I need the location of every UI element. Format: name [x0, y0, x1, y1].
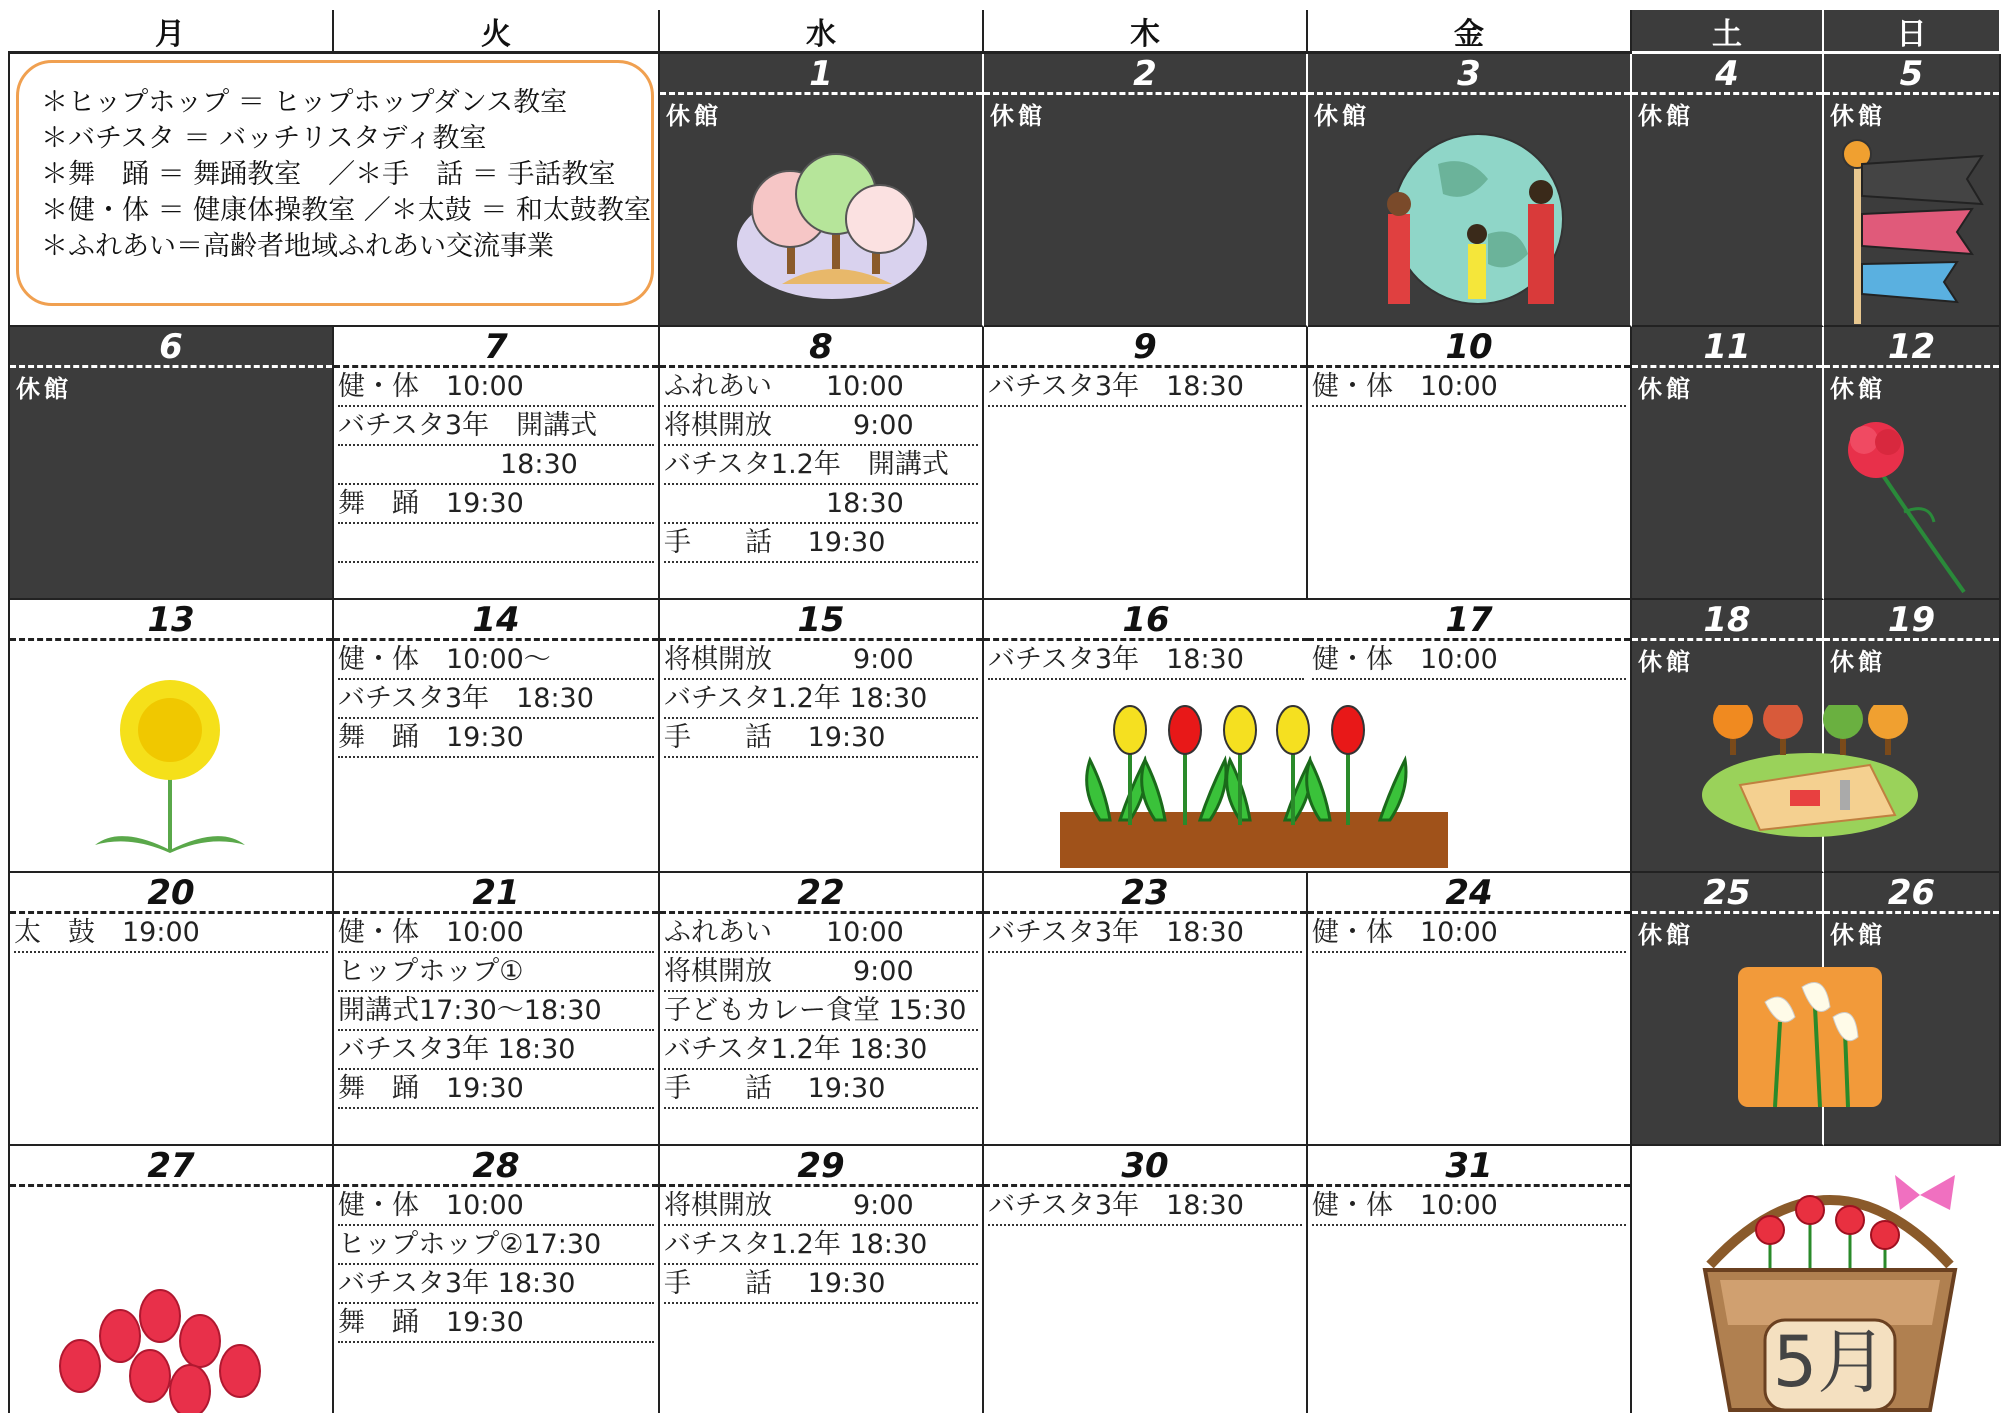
event-entry: 将棋開放 9:00: [664, 407, 978, 446]
day-cell-31: [1308, 1146, 1632, 1413]
day-number: 28: [472, 1146, 520, 1186]
divider: [1308, 92, 1630, 95]
legend-line: ＊バチスタ ＝ バッチリスタディ教室: [41, 123, 487, 154]
day-number: 14: [472, 600, 520, 640]
event-entry: バチスタ3年 18:30: [338, 1031, 654, 1070]
closed-label: 休館: [1314, 102, 1370, 130]
event-entry: バチスタ3年 18:30: [988, 368, 1302, 407]
event-entry: 将棋開放 9:00: [664, 953, 978, 992]
event-entry: 健・体 10:00: [338, 1187, 654, 1226]
legend-line: ＊舞 踊 ＝ 舞踊教室 ／＊手 話 ＝ 手話教室: [41, 159, 616, 190]
day-cell-12: [1824, 327, 2001, 600]
legend-box: [16, 60, 654, 306]
event-entry: バチスタ3年 18:30: [988, 641, 1304, 680]
day-cell-22: [660, 873, 984, 1146]
day-number: 11: [1703, 327, 1751, 367]
closed-label: 休館: [1830, 375, 1886, 403]
day-number: 31: [1445, 1146, 1493, 1186]
day-number: 30: [1121, 1146, 1169, 1186]
day-cell-9: [984, 327, 1308, 600]
legend-line: ＊健・体 ＝ 健康体操教室 ／＊太鼓 ＝ 和太鼓教室: [41, 195, 651, 226]
weekday-sat: 土: [1632, 10, 1824, 54]
day-number: 21: [472, 873, 520, 913]
closed-label: 休館: [990, 102, 1046, 130]
event-entry: バチスタ3年 18:30: [988, 914, 1302, 953]
event-entry: 健・体 10:00～: [338, 641, 654, 680]
event-entry: バチスタ3年 18:30: [988, 1187, 1302, 1226]
day-number: 24: [1445, 873, 1493, 913]
event-entry: ふれあい 10:00: [664, 914, 978, 953]
day-number: 23: [1121, 873, 1169, 913]
event-entry: 子どもカレー食堂 15:30: [664, 992, 978, 1031]
day-cell-13: [8, 600, 334, 873]
day-cell-21: [334, 873, 660, 1146]
closed-label: 休館: [666, 102, 722, 130]
day-cell-4: [1632, 54, 1824, 327]
event-entry: 18:30: [338, 446, 654, 485]
divider: [1824, 638, 1999, 641]
closed-label: 休館: [1638, 102, 1694, 130]
weekday-mon: 月: [8, 10, 334, 54]
day-cell-7: [334, 327, 660, 600]
event-entry: 将棋開放 9:00: [664, 641, 978, 680]
title-strip: [0, 0, 2001, 10]
day-number: 7: [484, 327, 508, 367]
closed-label: 休館: [1638, 375, 1694, 403]
day-cell-30: [984, 1146, 1308, 1413]
day-cell-3: [1308, 54, 1632, 327]
event-entry: 舞 踊 19:30: [338, 1304, 654, 1343]
day-cell-15: [660, 600, 984, 873]
day-cell-27: [8, 1146, 334, 1413]
basket-month-label: 5月: [1772, 1321, 1888, 1403]
closed-label: 休館: [1830, 921, 1886, 949]
day-number: 4: [1715, 54, 1739, 94]
weekday-wed: 水: [660, 10, 984, 54]
picnic-illustration: [1700, 705, 1920, 840]
event-entry: 健・体 10:00: [338, 368, 654, 407]
day-cell-28: [334, 1146, 660, 1413]
dandelion-illustration: [80, 675, 260, 865]
divider: [1824, 911, 1999, 914]
divider: [984, 92, 1306, 95]
divider: [1824, 92, 1999, 95]
closed-label: 休館: [16, 375, 72, 403]
day-cell-11: [1632, 327, 1824, 600]
day-number: 25: [1703, 873, 1751, 913]
trees-illustration: [732, 134, 932, 304]
event-entry: バチスタ1.2年 18:30: [664, 680, 978, 719]
day-number: 1: [809, 54, 833, 94]
divider: [1632, 638, 1822, 641]
day-number: 22: [797, 873, 845, 913]
divider: [10, 638, 332, 641]
divider: [660, 92, 982, 95]
event-entry: 手 話 19:30: [664, 524, 978, 563]
weekday-tue: 火: [334, 10, 660, 54]
closed-label: 休館: [1830, 102, 1886, 130]
divider: [10, 1184, 332, 1187]
day-cell-5: [1824, 54, 2001, 327]
event-entry: バチスタ3年 18:30: [338, 680, 654, 719]
event-entry: ヒップホップ①: [338, 953, 654, 992]
carnation-illustration: [1834, 402, 1984, 597]
legend-line: ＊ヒップホップ ＝ ヒップホップダンス教室: [41, 87, 568, 118]
event-entry: 18:30: [664, 485, 978, 524]
divider: [1632, 911, 1822, 914]
closed-label: 休館: [1638, 648, 1694, 676]
event-entry: 開講式17:30～18:30: [338, 992, 654, 1031]
event-entry: 舞 踊 19:30: [338, 1070, 654, 1109]
day-number: 8: [809, 327, 833, 367]
event-entry: バチスタ3年 18:30: [338, 1265, 654, 1304]
day-number: 13: [147, 600, 195, 640]
event-entry: ヒップホップ②17:30: [338, 1226, 654, 1265]
event-entry: 健・体 10:00: [338, 914, 654, 953]
event-entry: 健・体 10:00: [1312, 641, 1626, 680]
day-number: 12: [1887, 327, 1936, 367]
event-entry: バチスタ1.2年 18:30: [664, 1226, 978, 1265]
tulip-bouquet-illustration: [40, 1256, 280, 1413]
day-number: 18: [1703, 600, 1751, 640]
day-cell-29: [660, 1146, 984, 1413]
day-number: 3: [1457, 54, 1481, 94]
day-number: 10: [1445, 327, 1493, 367]
day-cell-24: [1308, 873, 1632, 1146]
day-number: 17: [1445, 600, 1493, 640]
day-number: 29: [797, 1146, 845, 1186]
day-number: 16: [1122, 600, 1170, 640]
day-number: 27: [147, 1146, 195, 1186]
day-number: 5: [1899, 54, 1924, 94]
event-entry: 太 鼓 19:00: [14, 914, 328, 953]
koinobori-illustration: [1832, 134, 1997, 324]
day-cell-14: [334, 600, 660, 873]
closed-label: 休館: [1830, 648, 1886, 676]
day-number: 2: [1133, 54, 1157, 94]
event-entry: 健・体 10:00: [1312, 914, 1626, 953]
day-number: 6: [159, 327, 183, 367]
event-entry: 舞 踊 19:30: [338, 485, 654, 524]
event-entry: 手 話 19:30: [664, 1265, 978, 1304]
weekday-fri: 金: [1308, 10, 1632, 54]
day-number: 15: [797, 600, 845, 640]
day-cell-6: [8, 327, 334, 600]
day-cell-1: [660, 54, 984, 327]
divider: [1824, 365, 1999, 368]
globe-children-illustration: [1368, 124, 1578, 324]
day-cell-2: [984, 54, 1308, 327]
divider: [1632, 365, 1822, 368]
event-entry: [338, 524, 654, 563]
closed-label: 休館: [1638, 921, 1694, 949]
event-entry: 手 話 19:30: [664, 719, 978, 758]
event-entry: 健・体 10:00: [1312, 368, 1626, 407]
day-number: 19: [1887, 600, 1936, 640]
day-cell-20: [8, 873, 334, 1146]
day-cell-23: [984, 873, 1308, 1146]
day-number: 20: [147, 873, 195, 913]
day-number: 26: [1887, 873, 1936, 913]
divider: [1632, 92, 1822, 95]
event-entry: 手 話 19:30: [664, 1070, 978, 1109]
event-entry: 健・体 10:00: [1312, 1187, 1626, 1226]
divider: [10, 365, 332, 368]
event-entry: 舞 踊 19:30: [338, 719, 654, 758]
event-entry: バチスタ1.2年 18:30: [664, 1031, 978, 1070]
day-cell-10: [1308, 327, 1632, 600]
event-entry: ふれあい 10:00: [664, 368, 978, 407]
event-entry: バチスタ1.2年 開講式: [664, 446, 978, 485]
legend-line: ＊ふれあい＝高齢者地域ふれあい交流事業: [41, 231, 554, 262]
calla-lily-illustration: [1730, 962, 1890, 1112]
event-entry: バチスタ3年 開講式: [338, 407, 654, 446]
day-cell-8: [660, 327, 984, 600]
weekday-thu: 木: [984, 10, 1308, 54]
weekday-sun: 日: [1824, 10, 2001, 54]
day-number: 9: [1133, 327, 1157, 367]
event-entry: 将棋開放 9:00: [664, 1187, 978, 1226]
tulips-illustration: [1060, 700, 1450, 868]
